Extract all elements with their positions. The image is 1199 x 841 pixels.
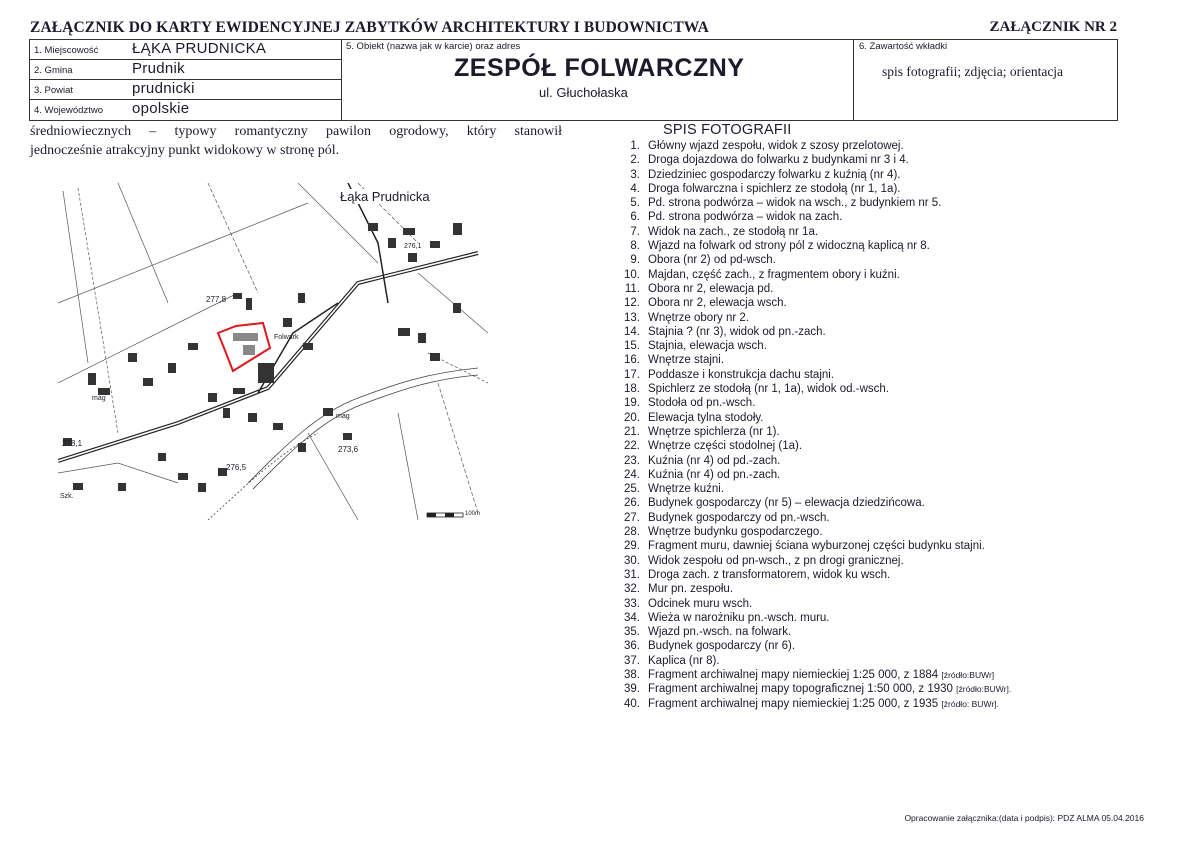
list-item-source: [źródło:BUWr]. [956,684,1012,695]
list-item [612,539,1132,553]
list-item [612,311,1132,325]
list-item-description: Poddasze i konstrukcja dachu stajni. [648,368,835,381]
list-item [612,468,1132,482]
list-item [612,454,1132,468]
info-value: opolskie [132,100,190,117]
list-item-number: 29. [624,540,640,553]
list-item [612,639,1132,653]
list-item-text [648,325,826,339]
list-item-description: Wnętrze części stodolnej (1a). [648,440,803,453]
paragraph-line: średniowiecznych – typowy romantyczny pawilon ogrodowy, który stanowił [30,124,562,139]
list-item [612,525,1132,539]
list-item-description: Fragment archiwalnej mapy niemieckiej 1:25 000, z 1935 [648,697,942,710]
list-item-number: 22. [624,440,640,453]
object-label: 5. Obiekt (nazwa jak w karcie) oraz adres [346,41,521,52]
list-item-text [648,625,791,639]
list-item [612,353,1132,367]
list-item-text [648,253,776,267]
list-item-number: 4. [630,182,640,195]
info-row-locality [30,40,341,60]
list-item-number: 36. [624,640,640,653]
list-item-text [648,268,900,282]
column-divider [341,40,342,120]
map-label: 276,1 [404,243,422,250]
list-item-number: 11. [624,282,640,295]
list-item-text [648,368,834,382]
list-item-description: Widok na zach., ze stodołą nr 1a. [648,225,819,238]
list-item-description: Główny wjazd zespołu, widok z szosy przelotowej. [648,140,904,152]
contents-value: spis fotografii; zdjęcia; orientacja [882,64,1064,79]
list-item-number: 19. [624,397,640,410]
list-item-text [648,339,767,353]
list-item-description: Kaplica (nr 8). [648,654,720,667]
scale-bar [427,513,463,517]
list-item-description: Stajnia ? (nr 3), widok od pn.-zach. [648,325,826,338]
map-label: Szk. [60,493,74,500]
list-item [612,368,1132,382]
info-row-commune [30,60,341,80]
list-item-number: 24. [624,468,640,481]
list-item-description: Majdan, część zach., z fragmentem obory i kuźni. [648,268,900,281]
list-item [612,396,1132,410]
list-item-source: [źródło: BUWr]. [941,698,999,709]
list-item-description: Fragment muru, dawniej ściana wyburzonej części budynku stajni. [648,540,985,553]
list-item [612,268,1132,282]
info-label: 1. Miejscowość [34,45,99,56]
photo-list-title: SPIS FOTOGRAFII [663,122,792,138]
list-item-number: 37. [624,654,640,667]
orientation-map [58,183,490,520]
list-item [612,482,1132,496]
list-item-number: 38. [624,668,640,681]
list-item-description: Budynek gospodarczy (nr 5) – elewacja dziedzińcowa. [648,497,925,510]
list-item-text [648,182,900,196]
list-item [612,568,1132,582]
list-item-description: Obora nr 2, elewacja wsch. [648,297,787,310]
list-item-description: Wnętrze spichlerza (nr 1). [648,425,780,438]
header-frame [29,39,1118,121]
list-item-description: Droga folwarczna i spichlerz ze stodołą (nr 1, 1a). [648,182,901,195]
contents-label: 6. Zawartość wkładki [859,41,948,52]
list-item-description: Budynek gospodarczy (nr 6). [648,640,796,653]
list-item [612,597,1132,611]
list-item-number: 31. [624,568,640,581]
list-item-text [648,282,773,296]
list-item-number: 17. [624,368,640,381]
list-item-text [648,382,889,396]
info-label: 3. Powiat [34,85,74,96]
list-item-description: Dziedziniec gospodarczy folwarku z kuźnią (nr 4). [648,168,901,181]
list-item-number: 14. [624,325,640,338]
list-item-number: 1. [630,140,640,152]
list-item-number: 27. [624,511,640,524]
list-item-description: Droga dojazdowa do folwarku z budynkami nr 3 i 4. [648,154,909,167]
list-item-text [648,396,755,410]
list-item [612,625,1132,639]
list-item-number: 8. [630,240,640,253]
list-item-number: 28. [624,526,640,539]
annex-number: ZAŁĄCZNIK NR 2 [989,19,1117,35]
list-item-text [648,611,830,625]
list-item-text [648,539,985,553]
list-item-text [648,668,994,682]
list-item [612,496,1132,510]
list-item [612,611,1132,625]
list-item-number: 39. [624,683,640,696]
document-title: ZAŁĄCZNIK DO KARTY EWIDENCYJNEJ ZABYTKÓW ARCHITEKTURY I BUDOWNICTWA [30,19,709,36]
object-address: ul. Głuchołaska [539,85,628,100]
list-item-number: 12. [624,297,640,310]
list-item [612,225,1132,239]
list-item-description: Mur pn. zespołu. [648,583,734,596]
list-item-description: Wjazd pn.-wsch. na folwark. [648,626,792,639]
list-item [612,425,1132,439]
list-item-number: 21. [624,425,640,438]
list-item-number: 3. [630,168,640,181]
list-item [612,582,1132,596]
list-item-number: 7. [630,225,640,238]
list-item-number: 40. [624,697,640,710]
list-item [612,339,1132,353]
list-item-description: Budynek gospodarczy od pn.-wsch. [648,511,830,524]
list-item [612,511,1132,525]
list-item-text [648,525,823,539]
paragraph-line: jednocześnie atrakcyjny punkt widokowy w stronę pól. [30,143,340,158]
list-item-number: 2. [630,154,640,167]
list-item-description: Spichlerz ze stodołą (nr 1, 1a), widok od.-wsch. [648,383,889,396]
list-item [612,153,1132,167]
list-item-number: 9. [630,254,640,267]
list-item-number: 30. [624,554,640,567]
list-item-text [648,568,890,582]
description-paragraph [30,122,562,160]
list-item [612,439,1132,453]
list-item-text [648,654,720,668]
list-item-description: Pd. strona podwórza – widok na wsch., z budynkiem nr 5. [648,197,942,210]
list-item [612,168,1132,182]
map-label: mag [92,395,106,402]
list-item-text [648,582,733,596]
list-item [612,325,1132,339]
list-item [612,697,1132,711]
list-item-number: 18. [624,383,640,396]
list-item-description: Fragment archiwalnej mapy niemieckiej 1:25 000, z 1884 [648,668,942,681]
list-item-description: Stajnia, elewacja wsch. [648,340,767,353]
info-label: 4. Województwo [34,105,103,116]
list-item-description: Kuźnia (nr 4) od pd.-zach. [648,454,781,467]
list-item-number: 5. [630,197,640,210]
list-item [612,682,1132,696]
list-item-description: Elewacja tylna stodoły. [648,411,764,424]
info-value: Prudnik [132,60,185,77]
info-value: prudnicki [132,80,195,97]
list-item [612,239,1132,253]
list-item-text [648,225,818,239]
list-item-text [648,153,909,167]
map-label: Folwark [274,334,299,341]
map-title: Łąka Prudnicka [340,189,430,204]
list-item-number: 32. [624,583,640,596]
list-item-text [648,454,780,468]
list-item-number: 13. [624,311,640,324]
list-item-description: Obora (nr 2) od pd-wsch. [648,254,776,267]
list-item-number: 6. [630,211,640,224]
list-item-description: Stodoła od pn.-wsch. [648,397,756,410]
info-row-district [30,80,341,100]
list-item [612,668,1132,682]
map-label: 277,8 [206,295,227,304]
list-item-text [648,496,925,510]
map-label: 273,6 [338,445,359,454]
list-item-description: Fragment archiwalnej mapy topograficznej 1:50 000, z 1930 [648,683,957,696]
list-item-text [648,511,830,525]
list-item [612,282,1132,296]
list-item [612,196,1132,210]
list-item-number: 16. [624,354,640,367]
list-item-number: 34. [624,611,640,624]
list-item-description: Wieża w narożniku pn.-wsch. muru. [648,611,830,624]
list-item-text [648,639,795,653]
list-item-text [648,210,842,224]
list-item [612,654,1132,668]
list-item-text [648,697,999,711]
list-item-text [648,296,787,310]
list-item-text [648,411,763,425]
list-item-source: [źródło:BUWr] [941,669,995,680]
scale-label: 100m [465,511,481,517]
list-item-number: 15. [624,340,640,353]
list-item-number: 10. [624,268,640,281]
footer-signature: Opracowanie załącznika:(data i podpis): PDZ ALMA 05.04.2016 [904,813,1144,823]
column-divider [853,40,854,120]
info-value: ŁĄKA PRUDNICKA [132,40,267,57]
photo-list [612,139,1132,711]
list-item [612,139,1132,153]
list-item-description: Pd. strona podwórza – widok na zach. [648,211,843,224]
list-item-description: Wnętrze stajni. [648,354,725,367]
list-item-description: Wnętrze obory nr 2. [648,311,749,324]
list-item-description: Odcinek muru wsch. [648,597,753,610]
list-item-description: Wnętrze kuźni. [648,483,725,496]
list-item [612,411,1132,425]
list-item-description: Kuźnia (nr 4) od pn.-zach. [648,468,781,481]
list-item-number: 23. [624,454,640,467]
list-item [612,182,1132,196]
list-item [612,554,1132,568]
list-item-description: Obora nr 2, elewacja pd. [648,282,774,295]
info-row-voivodeship [30,100,341,121]
list-item-text [648,196,941,210]
map-label: mag [336,413,350,420]
list-item-text [648,168,900,182]
list-item-description: Wjazd na folwark od strony pól z widoczną kaplicą nr 8. [648,240,930,253]
list-item-text [648,482,724,496]
list-item-text [648,468,780,482]
list-item-text [648,239,930,253]
list-item-number: 26. [624,497,640,510]
list-item-text [648,439,802,453]
list-item-number: 25. [624,483,640,496]
map-label: 276,5 [226,463,247,472]
list-item-number: 35. [624,626,640,639]
list-item-text [648,425,780,439]
map-label: 278,1 [62,439,83,448]
map-drawing [58,183,490,520]
info-label: 2. Gmina [34,65,73,76]
list-item-text [648,682,1011,696]
list-item [612,210,1132,224]
object-name: ZESPÓŁ FOLWARCZNY [454,54,745,82]
list-item-text [648,554,904,568]
list-item-description: Wnętrze budynku gospodarczego. [648,526,823,539]
list-item [612,296,1132,310]
list-item-description: Droga zach. z transformatorem, widok ku wsch. [648,568,891,581]
list-item-text [648,353,724,367]
list-item-text [648,311,749,325]
list-item-description: Widok zespołu od pn-wsch., z pn drogi granicznej. [648,554,904,567]
list-item-number: 20. [624,411,640,424]
list-item-text [648,139,904,153]
list-item [612,382,1132,396]
list-item [612,253,1132,267]
list-item-text [648,597,752,611]
list-item-number: 33. [624,597,640,610]
